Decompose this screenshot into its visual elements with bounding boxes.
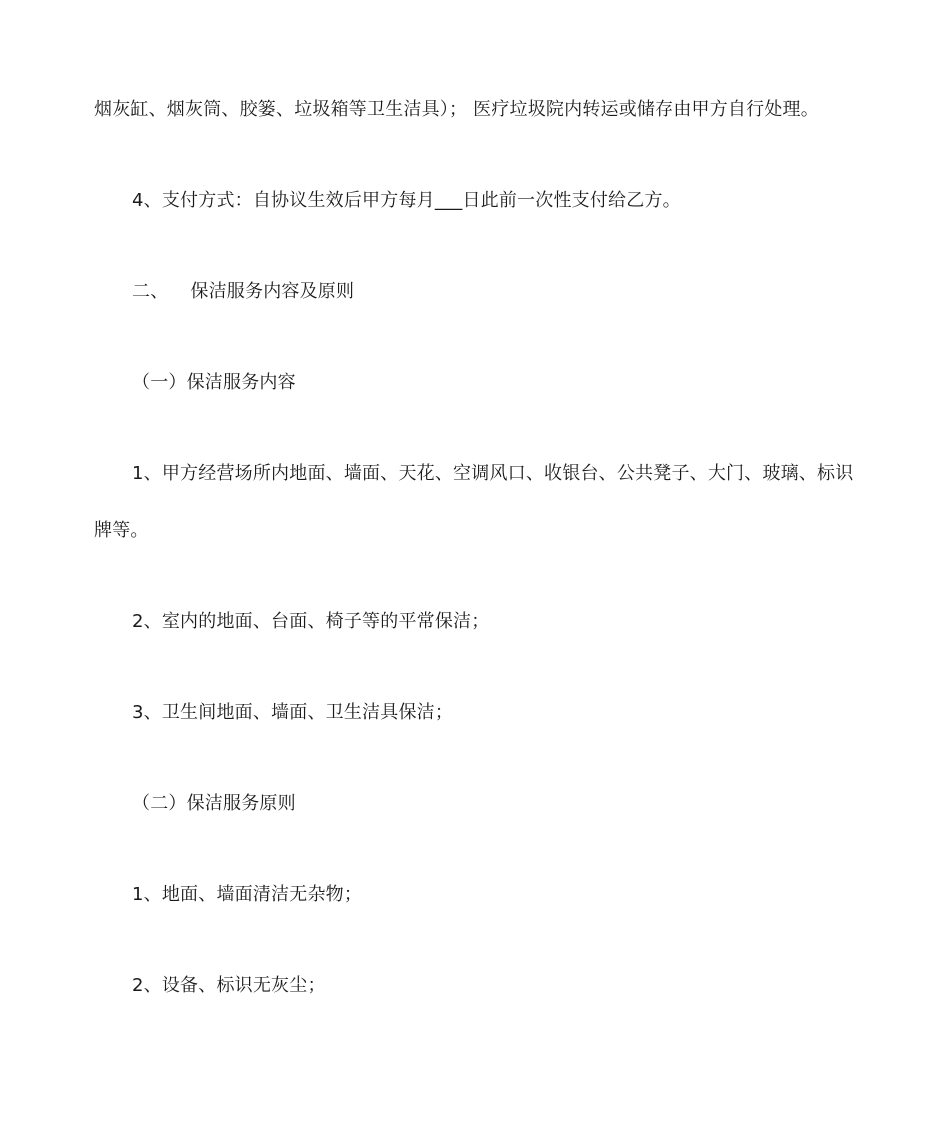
paragraph-payment-method: 4、支付方式：自协议生效后甲方每月___日此前一次性支付给乙方。 (132, 190, 681, 211)
paragraph-cleaning-tools-waste: 烟灰缸、烟灰筒、胶篓、垃圾箱等卫生洁具）； 医疗垃圾院内转运或储存由甲方自行处理。 (94, 99, 819, 120)
subsection-heading-service-content: （一）保洁服务内容 (132, 372, 296, 393)
section-title: 保洁服务内容及原则 (190, 281, 355, 302)
principle-item-2: 2、设备、标识无灰尘； (132, 975, 326, 996)
list-item-1-line-2: 牌等。 (94, 520, 149, 541)
principle-item-1: 1、地面、墙面清洁无杂物； (132, 884, 363, 905)
section-heading-2 (132, 280, 354, 304)
subsection-heading-service-principles: （二）保洁服务原则 (132, 793, 296, 814)
section-number: 二、 (132, 281, 169, 302)
list-item-1-line-1: 1、甲方经营场所内地面、墙面、天花、空调风口、收银台、公共凳子、大门、玻璃、标识 (132, 463, 854, 484)
list-item-3: 3、卫生间地面、墙面、卫生洁具保洁； (132, 702, 454, 723)
list-item-2: 2、室内的地面、台面、椅子等的平常保洁； (132, 611, 490, 632)
